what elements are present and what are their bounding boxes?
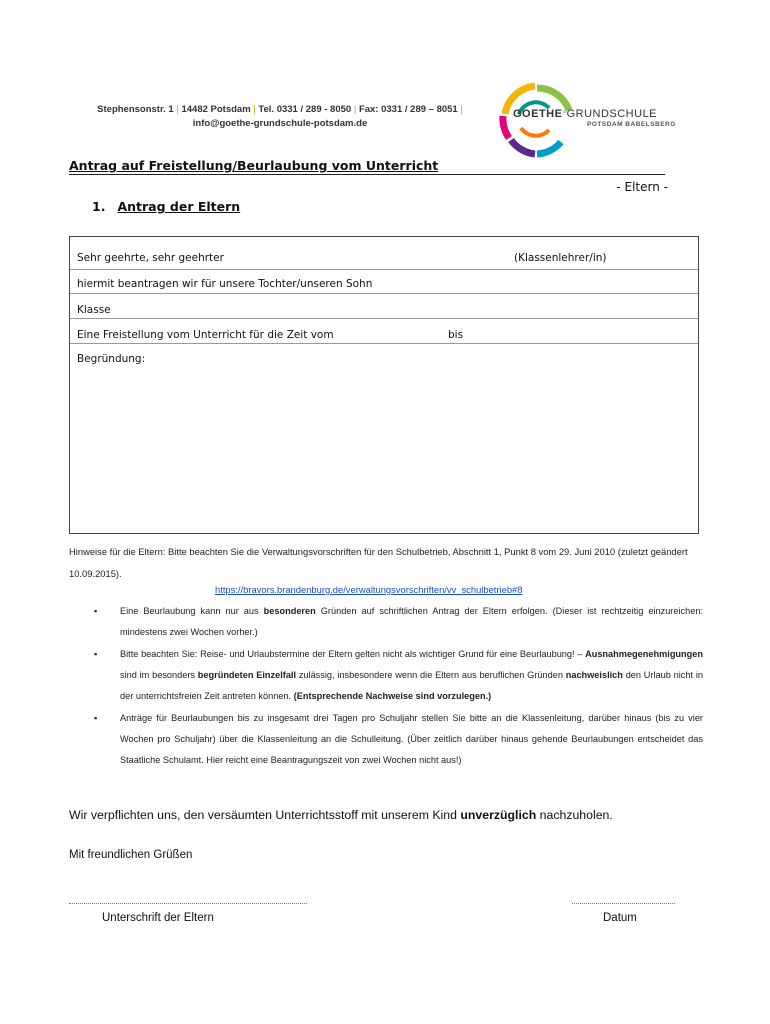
closing-text: Mit freundlichen Grüßen bbox=[69, 849, 193, 861]
phone: Tel. 0331 / 289 - 8050 bbox=[258, 104, 352, 115]
section-heading: 1. Antrag der Eltern bbox=[92, 199, 241, 214]
period-row[interactable] bbox=[70, 319, 698, 344]
period-until-label: bis bbox=[448, 329, 464, 341]
date-label: Datum bbox=[603, 912, 637, 924]
signature-label: Unterschrift der Eltern bbox=[102, 912, 214, 924]
regulation-link[interactable]: https://bravors.brandenburg.de/verwaltungsvorschriften/vv_schulbetrieb#8 bbox=[215, 584, 523, 595]
school-logo bbox=[497, 80, 677, 160]
application-form bbox=[69, 236, 699, 534]
fax: Fax: 0331 / 289 – 8051 bbox=[358, 104, 458, 115]
class-label: Klasse bbox=[77, 304, 111, 316]
document-title: Antrag auf Freistellung/Beurlaubung vom Unterricht bbox=[69, 158, 665, 175]
date-line[interactable] bbox=[572, 903, 675, 904]
class-row[interactable] bbox=[70, 294, 698, 319]
list-item: ▪ Eine Beurlaubung kann nur aus besonderen Gründen auf schriftlichen Antrag der Eltern erfolgen. (Dieser ist rechtzeitig einzureichen: mindestens zwei Wochen vorher.) bbox=[94, 601, 703, 643]
street: Stephensonstr. 1 bbox=[97, 104, 174, 115]
child-label: hiermit beantragen wir für unsere Tochter/unseren Sohn bbox=[77, 278, 373, 290]
commitment-text: Wir verpflichten uns, den versäumten Unterrichtsstoff mit unserem Kind unverzüglich nachzuholen. bbox=[69, 808, 613, 822]
city: 14482 Potsdam bbox=[181, 104, 251, 115]
rules-list bbox=[94, 601, 703, 771]
greeting-label: Sehr geehrte, sehr geehrter bbox=[77, 252, 224, 264]
list-item: ▪ Anträge für Beurlaubungen bis zu insgesamt drei Tagen pro Schuljahr stellen Sie bitte an die Klassenleitung, darüber hinaus (bis zu vier Wochen pro Schuljahr) über die Klassenleitung an die Schulleitung. (Über zeitlich darüber hinaus gehende Beurlaubungen entscheidet das Staatliche Schulamt. Hier reicht eine Beantragungszeit von zwei Wochen nicht aus!) bbox=[94, 708, 703, 771]
teacher-label: (Klassenlehrer/in) bbox=[514, 252, 607, 264]
reason-label: Begründung: bbox=[77, 353, 146, 365]
audience-label: - Eltern - bbox=[616, 180, 668, 194]
school-address: Stephensonstr. 1 | 14482 Potsdam | Tel. 0331 / 289 - 8050 | Fax: 0331 / 289 – 8051 | info@goethe-grundschule-potsdam.de bbox=[97, 104, 463, 129]
child-row[interactable] bbox=[70, 270, 698, 294]
reason-field[interactable] bbox=[70, 344, 698, 533]
greeting-row[interactable] bbox=[70, 237, 698, 270]
email: info@goethe-grundschule-potsdam.de bbox=[192, 118, 368, 129]
logo-wordmark: GOETHE°GRUNDSCHULE bbox=[513, 108, 658, 120]
period-label: Eine Freistellung vom Unterricht für die Zeit vom bbox=[77, 329, 334, 341]
parent-hint: Hinweise für die Eltern: Bitte beachten Sie die Verwaltungsvorschriften für den Schulbetrieb, Abschnitt 1, Punkt 8 vom 29. Juni 2010 (zuletzt geändert 10.09.2015). bbox=[69, 546, 688, 579]
signature-line[interactable] bbox=[69, 903, 307, 904]
logo-ring-icon bbox=[497, 80, 677, 160]
logo-subtitle: POTSDAM BABELSBERG bbox=[587, 121, 676, 128]
list-item: ▪ Bitte beachten Sie: Reise- und Urlaubstermine der Eltern gelten nicht als wichtiger Grund für eine Beurlaubung! – Ausnahmegenehmigungen sind im besonders begründeten Einzelfall zulässig, insbesondere wenn die Eltern aus beruflichen Gründen nachweislich den Urlaub nicht in der unterrichtsfreien Zeit antreten können. (Entsprechende Nachweise sind vorzulegen.) bbox=[94, 644, 703, 707]
